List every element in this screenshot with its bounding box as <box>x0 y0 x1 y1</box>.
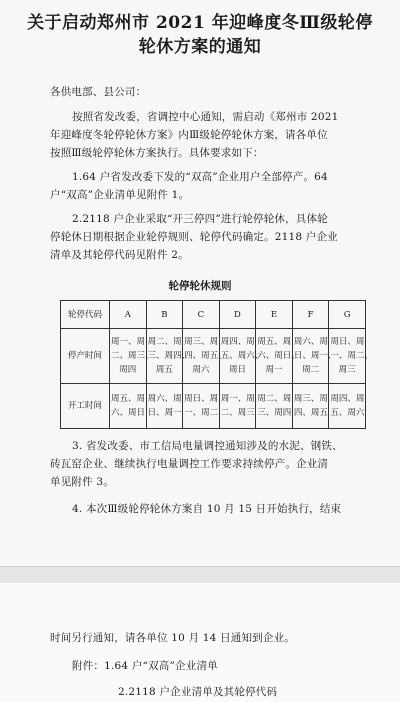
stop-time-cell-b <box>146 329 191 384</box>
cell-line: 三、周四、 <box>147 351 191 361</box>
start-time-cell-b <box>146 384 183 429</box>
code-cell-a: A <box>110 301 147 329</box>
cell-line: 周一 <box>265 365 283 375</box>
paragraph-2-line-2: 户“双高”企业清单见附件 1。 <box>50 189 190 201</box>
stop-time-cell-c <box>183 329 227 384</box>
cell-line: 周六、周 <box>293 337 328 347</box>
cell-line: 周四、周 <box>220 337 255 347</box>
start-time-cell-d <box>219 384 256 429</box>
cell-line: 六、周日 <box>111 408 146 418</box>
stop-time-label: 停产时间 <box>61 329 110 384</box>
notice-title-line1: 关于启动郑州市 2021 年迎峰度冬Ⅲ级轮停 <box>27 13 373 33</box>
code-cell-c: C <box>183 301 220 329</box>
paragraph-1-line-1: 按照省发改委，省调控中心通知，需启动《郑州市 2021 <box>72 111 339 123</box>
start-time-label: 开工时间 <box>61 384 110 429</box>
cell-line: 周三、周 <box>184 337 219 347</box>
page-separator <box>0 566 400 584</box>
cell-line: 日、周一 <box>147 408 182 418</box>
code-cell-d: D <box>219 301 256 329</box>
cell-line: 六、周日、 <box>257 351 300 361</box>
cell-line: 三、周四 <box>257 408 292 418</box>
start-time-cell-c <box>183 384 220 429</box>
stop-time-cell-a <box>110 329 154 384</box>
rotation-rules-table <box>60 300 373 429</box>
stop-time-cell-d <box>219 329 264 384</box>
start-time-cell-e <box>256 384 293 429</box>
stop-time-cell-g <box>329 329 373 384</box>
cell-line: 周六、周 <box>147 394 182 404</box>
paragraph-2-line-1: 1.64 户省发改委下发的“双高”企业用户全部停产。64 <box>72 171 328 183</box>
start-time-cell-a <box>110 384 147 429</box>
cell-line: 周六 <box>192 365 210 375</box>
code-cell-f: F <box>292 301 329 329</box>
cell-line: 周一、周 <box>220 394 255 404</box>
cell-line: 周日、周 <box>184 394 219 404</box>
start-time-cell-f <box>292 384 329 429</box>
start-time-cell-g <box>329 384 366 429</box>
cell-line: 周四 <box>119 365 137 375</box>
cell-line: 五、周六 <box>330 408 365 418</box>
attachment-1: 附件：1.64 户“双高”企业清单 <box>72 660 218 672</box>
attachment-2: 2.2118 户企业清单及其轮停代码 <box>118 686 278 698</box>
paragraph-3-line-2: 停轮休日期根据企业轮停规则、轮停代码确定。2118 户企业 <box>50 231 338 243</box>
notice-title-line2: 轮休方案的通知 <box>138 37 262 57</box>
rotation-rules-caption: 轮停轮休规则 <box>168 280 232 292</box>
cell-line: 周三 <box>338 365 356 375</box>
cell-line: 周三、周 <box>293 394 328 404</box>
cell-line: 周日 <box>228 365 246 375</box>
salutation: 各供电部、县公司： <box>50 86 147 98</box>
cell-line: 五、周六、 <box>220 351 264 361</box>
cell-line: 周五、周 <box>111 394 146 404</box>
paragraph-4-line-3: 单见附件 3。 <box>50 476 114 488</box>
cell-line: 一、周二 <box>184 408 219 418</box>
cell-line: 周二、周 <box>147 337 182 347</box>
cell-line: 日、周一、 <box>293 351 337 361</box>
cell-line: 二、周三 <box>220 408 255 418</box>
paragraph-1-line-2: 年迎峰度冬轮停轮休方案》内Ⅲ级轮停轮休方案，请各单位 <box>50 129 328 141</box>
stop-time-cell-f <box>292 329 337 384</box>
paragraph-4-line-1: 3. 省发改委、市工信局电量调控通知涉及的水泥、钢铁、 <box>72 440 343 452</box>
cell-line: 四、周五、 <box>184 351 227 361</box>
paragraph-5-line-1: 4. 本次Ⅲ级轮停轮休方案自 10 月 15 日开始执行，结束 <box>72 503 342 515</box>
code-cell-g: G <box>329 301 366 329</box>
continuation-line: 时间另行通知，请各单位 10 月 14 日通知到企业。 <box>50 632 295 644</box>
cell-line: 一、周二、 <box>330 351 373 361</box>
code-cell-e: E <box>256 301 293 329</box>
cell-line: 周二 <box>302 365 320 375</box>
cell-line: 周五、周 <box>257 337 292 347</box>
paragraph-3-line-3: 清单及其轮停代码见附件 2。 <box>50 249 189 261</box>
cell-line: 周二、周 <box>257 394 292 404</box>
cell-line: 周一、周 <box>111 337 146 347</box>
stop-time-cell-e <box>256 329 300 384</box>
cell-line: 四、周五 <box>293 408 328 418</box>
cell-line: 周日、周 <box>330 337 365 347</box>
cell-line: 周五 <box>155 365 173 375</box>
paragraph-1-line-3: 按照Ⅲ级轮停轮休方案执行。具体要求如下： <box>50 147 264 159</box>
paragraph-3-line-1: 2.2118 户企业采取“开三停四”进行轮停轮休，具体轮 <box>72 213 328 225</box>
cell-line: 二、周三、 <box>111 351 154 361</box>
code-cell-b: B <box>146 301 183 329</box>
paragraph-4-line-2: 砖瓦窑企业、继续执行电量调控工作要求持续停产。企业清 <box>50 458 329 470</box>
cell-line: 周四、周 <box>330 394 365 404</box>
table-header-label: 轮停代码 <box>61 301 110 329</box>
